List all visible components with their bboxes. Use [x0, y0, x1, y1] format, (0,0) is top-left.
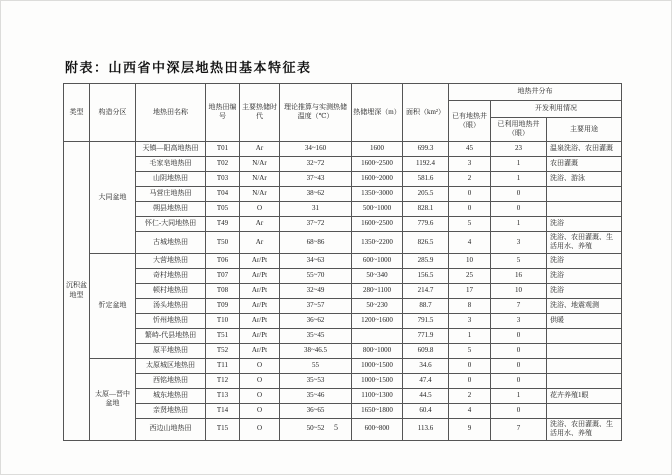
- cell-depth: 280~1100: [352, 283, 403, 298]
- cell-reservoir-era: N/Ar: [240, 171, 280, 186]
- cell-main-use: [547, 343, 622, 358]
- cell-existing-wells: 3: [449, 313, 491, 328]
- page-title: 附表：山西省中深层地热田基本特征表: [65, 60, 312, 75]
- cell-utilized-wells: 10: [491, 283, 547, 298]
- cell-depth: 500~1000: [352, 201, 403, 216]
- cell-field-name: 怀仁-大同地热田: [136, 216, 206, 231]
- cell-main-use: 花卉养殖1眼: [547, 388, 622, 403]
- table-row: [64, 268, 622, 283]
- cell-existing-wells: 1: [449, 328, 491, 343]
- cell-field-name: 朔县地热田: [136, 201, 206, 216]
- cell-main-use: 洗浴、农田灌溉、生活用水、养殖: [547, 418, 622, 440]
- cell-temperature: 32~49: [280, 283, 352, 298]
- cell-area: 828.1: [403, 201, 449, 216]
- cell-reservoir-era: O: [240, 373, 280, 388]
- cell-area: 156.5: [403, 268, 449, 283]
- cell-field-name: 汤头地热田: [136, 298, 206, 313]
- header-type: 类型: [64, 84, 90, 142]
- header-main-use: 主要用途: [547, 118, 622, 142]
- cell-depth: 1350~3000: [352, 186, 403, 201]
- cell-temperature: 35~45: [280, 328, 352, 343]
- cell-reservoir-era: O: [240, 201, 280, 216]
- cell-existing-wells: 2: [449, 171, 491, 186]
- cell-area: 285.9: [403, 253, 449, 268]
- cell-reservoir-era: Ar/Pt: [240, 298, 280, 313]
- table-row: [64, 156, 622, 171]
- table-row: [64, 201, 622, 216]
- cell-field-name: 天镇—阳高地热田: [136, 141, 206, 156]
- cell-reservoir-era: Ar/Pt: [240, 253, 280, 268]
- table-header: [64, 84, 622, 142]
- table-row: [64, 343, 622, 358]
- header-existing-wells: 已有地热井（眼）: [449, 101, 491, 142]
- cell-main-use: 洗浴: [547, 253, 622, 268]
- cell-depth: 600~1000: [352, 253, 403, 268]
- cell-temperature: 36~65: [280, 403, 352, 418]
- cell-depth: 1600~2000: [352, 171, 403, 186]
- cell-utilized-wells: 7: [491, 418, 547, 440]
- cell-existing-wells: 2: [449, 388, 491, 403]
- cell-utilized-wells: 1: [491, 156, 547, 171]
- table-row: [64, 171, 622, 186]
- cell-temperature: 34~63: [280, 253, 352, 268]
- table-row: [64, 141, 622, 156]
- cell-depth: 1200~1600: [352, 313, 403, 328]
- table-body: [64, 141, 622, 440]
- cell-depth: 1000~1500: [352, 373, 403, 388]
- cell-depth: 1000~1500: [352, 358, 403, 373]
- cell-reservoir-era: O: [240, 418, 280, 440]
- cell-area: 47.4: [403, 373, 449, 388]
- cell-utilized-wells: 0: [491, 403, 547, 418]
- table-row: [64, 216, 622, 231]
- header-well-distribution: 地热井分布: [449, 84, 622, 101]
- cell-existing-wells: 9: [449, 418, 491, 440]
- cell-utilized-wells: 0: [491, 373, 547, 388]
- cell-utilized-wells: 1: [491, 388, 547, 403]
- header-reservoir-era: 主要热储时代: [240, 84, 280, 142]
- header-field-name: 地热田名称: [136, 84, 206, 142]
- cell-main-use: [547, 373, 622, 388]
- cell-depth: 800~1000: [352, 343, 403, 358]
- cell-main-use: 洗浴、地震观测: [547, 298, 622, 313]
- table-row: [64, 186, 622, 201]
- cell-depth: 1100~1300: [352, 388, 403, 403]
- cell-field-name: 古城地热田: [136, 231, 206, 253]
- cell-depth: 600~800: [352, 418, 403, 440]
- cell-temperature: 32~72: [280, 156, 352, 171]
- cell-field-code: T05: [206, 201, 240, 216]
- cell-field-name: 繁峙-代县地热田: [136, 328, 206, 343]
- cell-existing-wells: 0: [449, 201, 491, 216]
- cell-field-name: 原平地热田: [136, 343, 206, 358]
- cell-main-use: 洗浴、农田灌溉、生活用水、养殖: [547, 231, 622, 253]
- table-row: [64, 358, 622, 373]
- cell-temperature: 50~52: [280, 418, 352, 440]
- cell-field-name: 奇村地热田: [136, 268, 206, 283]
- cell-utilized-wells: 16: [491, 268, 547, 283]
- cell-field-code: T49: [206, 216, 240, 231]
- cell-reservoir-era: O: [240, 358, 280, 373]
- cell-depth: 1350~2200: [352, 231, 403, 253]
- cell-reservoir-era: Ar: [240, 231, 280, 253]
- cell-temperature: 38~46.5: [280, 343, 352, 358]
- cell-field-name: 马营庄地热田: [136, 186, 206, 201]
- cell-main-use: 洗浴: [547, 268, 622, 283]
- cell-field-code: T13: [206, 388, 240, 403]
- cell-main-use: 洗浴: [547, 283, 622, 298]
- cell-utilized-wells: 1: [491, 171, 547, 186]
- cell-area: 771.9: [403, 328, 449, 343]
- cell-tectonic-zone: 大同盆地: [90, 141, 136, 253]
- cell-utilized-wells: 0: [491, 201, 547, 216]
- cell-main-use: 农田灌溉: [547, 156, 622, 171]
- cell-field-name: 亲贤地热田: [136, 403, 206, 418]
- cell-type: 沉积盆地型: [64, 141, 90, 440]
- page-number: 5: [334, 423, 338, 432]
- cell-field-code: T10: [206, 313, 240, 328]
- header-development-status: 开发利用情况: [491, 101, 622, 118]
- cell-existing-wells: 0: [449, 186, 491, 201]
- cell-field-name: 大营地热田: [136, 253, 206, 268]
- cell-utilized-wells: 3: [491, 231, 547, 253]
- header-depth: 热储埋深（m）: [352, 84, 403, 142]
- cell-field-code: T02: [206, 156, 240, 171]
- cell-area: 113.6: [403, 418, 449, 440]
- cell-existing-wells: 5: [449, 343, 491, 358]
- cell-tectonic-zone: 太原—晋中盆地: [90, 358, 136, 440]
- cell-main-use: [547, 328, 622, 343]
- cell-area: 699.3: [403, 141, 449, 156]
- cell-depth: 1600: [352, 141, 403, 156]
- cell-field-code: T03: [206, 171, 240, 186]
- cell-reservoir-era: N/Ar: [240, 156, 280, 171]
- cell-area: 791.5: [403, 313, 449, 328]
- cell-main-use: [547, 358, 622, 373]
- cell-field-name: 山阴地热田: [136, 171, 206, 186]
- cell-field-code: T06: [206, 253, 240, 268]
- cell-area: 205.5: [403, 186, 449, 201]
- cell-temperature: 34~160: [280, 141, 352, 156]
- cell-field-name: 太原城区地热田: [136, 358, 206, 373]
- cell-temperature: 35~53: [280, 373, 352, 388]
- cell-depth: 50~340: [352, 268, 403, 283]
- header-tectonic-zone: 构造分区: [90, 84, 136, 142]
- cell-main-use: [547, 403, 622, 418]
- cell-field-code: T50: [206, 231, 240, 253]
- cell-temperature: 38~62: [280, 186, 352, 201]
- cell-utilized-wells: 0: [491, 358, 547, 373]
- cell-utilized-wells: 0: [491, 328, 547, 343]
- cell-temperature: 37~43: [280, 171, 352, 186]
- cell-main-use: [547, 186, 622, 201]
- cell-temperature: 37~72: [280, 216, 352, 231]
- cell-reservoir-era: Ar/Pt: [240, 283, 280, 298]
- cell-tectonic-zone: 忻定盆地: [90, 253, 136, 358]
- cell-area: 44.5: [403, 388, 449, 403]
- cell-reservoir-era: Ar/Pt: [240, 313, 280, 328]
- cell-field-code: T52: [206, 343, 240, 358]
- cell-reservoir-era: Ar/Pt: [240, 268, 280, 283]
- cell-temperature: 37~57: [280, 298, 352, 313]
- cell-field-code: T14: [206, 403, 240, 418]
- cell-temperature: 35~46: [280, 388, 352, 403]
- cell-depth: 1650~1800: [352, 403, 403, 418]
- cell-reservoir-era: N/Ar: [240, 186, 280, 201]
- cell-existing-wells: 5: [449, 216, 491, 231]
- cell-temperature: 68~86: [280, 231, 352, 253]
- cell-area: 1192.4: [403, 156, 449, 171]
- cell-area: 214.7: [403, 283, 449, 298]
- cell-main-use: [547, 201, 622, 216]
- table-row: [64, 231, 622, 253]
- cell-reservoir-era: O: [240, 388, 280, 403]
- table-row: [64, 313, 622, 328]
- cell-temperature: 36~62: [280, 313, 352, 328]
- table-row: [64, 328, 622, 343]
- cell-area: 34.6: [403, 358, 449, 373]
- header-area: 面积（km²）: [403, 84, 449, 142]
- table-row: [64, 253, 622, 268]
- cell-field-code: T01: [206, 141, 240, 156]
- cell-area: 88.7: [403, 298, 449, 313]
- cell-area: 581.6: [403, 171, 449, 186]
- cell-existing-wells: 0: [449, 358, 491, 373]
- cell-field-code: T15: [206, 418, 240, 440]
- cell-main-use: 洗浴、游泳: [547, 171, 622, 186]
- cell-temperature: 55~70: [280, 268, 352, 283]
- table-row: [64, 373, 622, 388]
- cell-field-code: T11: [206, 358, 240, 373]
- cell-temperature: 31: [280, 201, 352, 216]
- geothermal-table: [63, 83, 622, 441]
- cell-field-code: T51: [206, 328, 240, 343]
- cell-field-code: T08: [206, 283, 240, 298]
- cell-depth: [352, 328, 403, 343]
- cell-existing-wells: 4: [449, 403, 491, 418]
- cell-utilized-wells: 5: [491, 253, 547, 268]
- cell-field-name: 西边山地热田: [136, 418, 206, 440]
- cell-field-code: T09: [206, 298, 240, 313]
- cell-reservoir-era: Ar: [240, 216, 280, 231]
- cell-field-name: 顿村地热田: [136, 283, 206, 298]
- cell-existing-wells: 8: [449, 298, 491, 313]
- cell-area: 779.6: [403, 216, 449, 231]
- cell-field-name: 城东地热田: [136, 388, 206, 403]
- cell-existing-wells: 4: [449, 231, 491, 253]
- cell-utilized-wells: 23: [491, 141, 547, 156]
- table-row: [64, 298, 622, 313]
- cell-area: 609.8: [403, 343, 449, 358]
- cell-temperature: 55: [280, 358, 352, 373]
- cell-reservoir-era: Ar/Pt: [240, 343, 280, 358]
- table-row: [64, 283, 622, 298]
- cell-utilized-wells: 1: [491, 216, 547, 231]
- cell-field-code: T12: [206, 373, 240, 388]
- cell-existing-wells: 10: [449, 253, 491, 268]
- cell-existing-wells: 45: [449, 141, 491, 156]
- cell-field-name: 西铭地热田: [136, 373, 206, 388]
- cell-utilized-wells: 3: [491, 313, 547, 328]
- cell-reservoir-era: Ar: [240, 141, 280, 156]
- cell-depth: 1600~2500: [352, 156, 403, 171]
- cell-reservoir-era: O: [240, 403, 280, 418]
- cell-depth: 50~230: [352, 298, 403, 313]
- cell-field-name: 忻州地热田: [136, 313, 206, 328]
- cell-area: 60.4: [403, 403, 449, 418]
- cell-existing-wells: 17: [449, 283, 491, 298]
- header-row-1: [64, 84, 622, 101]
- table-row: [64, 403, 622, 418]
- cell-reservoir-era: Ar/Pt: [240, 328, 280, 343]
- cell-field-code: T07: [206, 268, 240, 283]
- cell-depth: 1600~2500: [352, 216, 403, 231]
- cell-existing-wells: 25: [449, 268, 491, 283]
- cell-main-use: 温泉洗浴、农田灌溉: [547, 141, 622, 156]
- cell-utilized-wells: 0: [491, 343, 547, 358]
- header-temperature: 理论推算与实测热储温度（℃）: [280, 84, 352, 142]
- cell-main-use: 洗浴: [547, 216, 622, 231]
- cell-existing-wells: 3: [449, 156, 491, 171]
- header-field-code: 地热田编号: [206, 84, 240, 142]
- cell-area: 826.5: [403, 231, 449, 253]
- table-row: [64, 388, 622, 403]
- cell-main-use: 供暖: [547, 313, 622, 328]
- cell-utilized-wells: 7: [491, 298, 547, 313]
- header-utilized-wells: 已利用地热井（眼）: [491, 118, 547, 142]
- cell-field-name: 毛家皂地热田: [136, 156, 206, 171]
- cell-existing-wells: 0: [449, 373, 491, 388]
- cell-utilized-wells: 0: [491, 186, 547, 201]
- cell-field-code: T04: [206, 186, 240, 201]
